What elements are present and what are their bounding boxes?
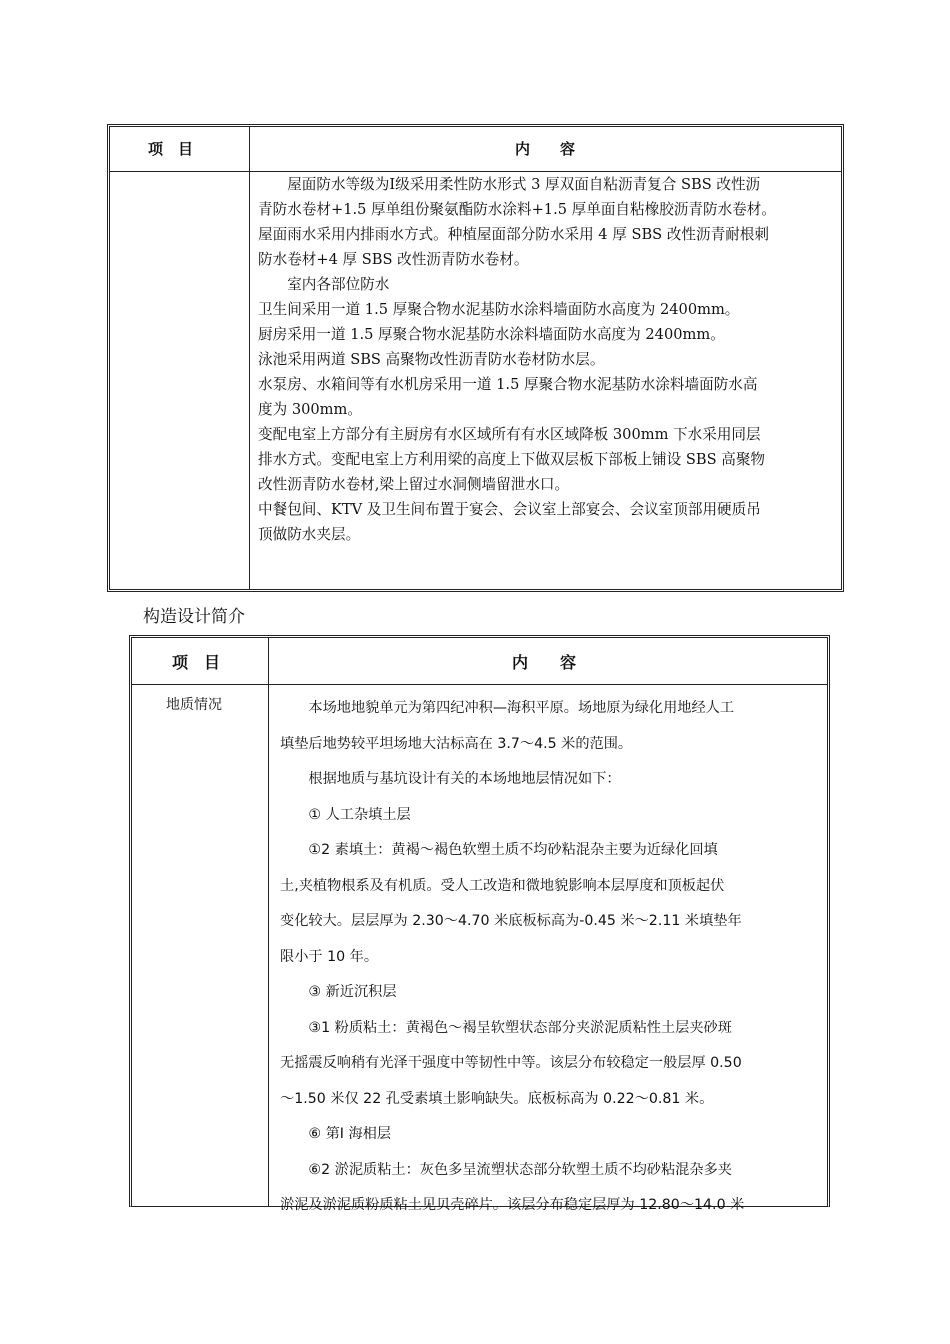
content-line: 顶做防水夹层。 — [258, 526, 361, 543]
waterproofing-table — [107, 124, 844, 592]
row-label-geology: 地质情况 — [166, 697, 222, 713]
header-content: 内 容 — [515, 140, 576, 158]
header-item: 项 目 — [172, 653, 221, 672]
content-line: 限小于 10 年。 — [280, 948, 379, 965]
content-line: 中餐包间、KTV 及卫生间布置于宴会、会议室上部宴会、会议室顶部用硬质吊 — [258, 501, 761, 518]
content-line: ⑥ 第Ⅰ 海相层 — [280, 1126, 392, 1142]
content-line: 变化较大。层层厚为 2.30～4.70 米底板标高为-0.45 米～2.11 米填垫年 — [280, 913, 742, 929]
content-line: 本场地地貌单元为第四纪冲积—海积平原。场地原为绿化用地经人工 — [280, 700, 735, 716]
content-line: 水泵房、水箱间等有水机房采用一道 1.5 厚聚合物水泥基防水涂料墙面防水高 — [258, 376, 758, 393]
content-line: ① 人工杂填土层 — [280, 806, 411, 823]
content-line: 根据地质与基坑设计有关的本场地地层情况如下： — [280, 771, 621, 787]
content-line: ①2 素填土：黄褐～褐色软塑土质不均砂粘混杂主要为近绿化回填 — [280, 842, 718, 858]
content-line: 无摇震反响稍有光泽干强度中等韧性中等。该层分布较稳定一般层厚 0.50 — [280, 1055, 742, 1071]
content-line: 屋面防水等级为Ⅰ级采用柔性防水形式 3 厚双面自粘沥青复合 SBS 改性沥 — [258, 176, 761, 193]
content-line: ～1.50 米仅 22 孔受素填土影响缺失。底板标高为 0.22～0.81 米。 — [280, 1090, 714, 1107]
geology-table — [129, 635, 830, 1213]
header-divider — [132, 684, 827, 685]
content-line: 屋面雨水采用内排雨水方式。种植屋面部分防水采用 4 厚 SBS 改性沥青耐根刺 — [258, 226, 769, 243]
content-line: 淤泥及淤泥质粉质粘土见贝壳碎片。该层分布稳定层厚为 12.80～14.0 米 — [280, 1197, 745, 1213]
content-line: 防水卷材+4 厚 SBS 改性沥青防水卷材。 — [258, 251, 529, 268]
content-line: 卫生间采用一道 1.5 厚聚合物水泥基防水涂料墙面防水高度为 2400mm。 — [258, 301, 740, 318]
content-line: 厨房采用一道 1.5 厚聚合物水泥基防水涂料墙面防水高度为 2400mm。 — [258, 326, 725, 343]
content-line: 室内各部位防水 — [258, 276, 390, 293]
header-content: 内 容 — [512, 653, 577, 672]
content-line: ③1 粉质粘土：黄褐色～褐呈软塑状态部分夹淤泥质粘性土层夹砂斑 — [280, 1019, 732, 1036]
section-title: 构造设计简介 — [143, 607, 245, 627]
content-line: ③ 新近沉积层 — [280, 984, 397, 1000]
header-item: 项 目 — [148, 140, 194, 158]
waterproofing-content — [258, 172, 843, 547]
column-divider — [249, 127, 250, 589]
content-line: 土,夹植物根系及有机质。受人工改造和微地貌影响本层厚度和顶板起伏 — [280, 877, 725, 894]
content-line: 填垫后地势较平坦场地大沽标高在 3.7～4.5 米的范围。 — [280, 735, 633, 752]
content-line: 泳池采用两道 SBS 高聚物改性沥青防水卷材防水层。 — [258, 351, 605, 368]
geology-content — [280, 691, 825, 1224]
content-line: 改性沥青防水卷材,梁上留过水洞侧墙留泄水口。 — [258, 476, 570, 493]
content-line: 变配电室上方部分有主厨房有水区域所有有水区域降板 300mm 下水采用同层 — [258, 426, 761, 443]
content-line: 排水方式。变配电室上方利用梁的高度上下做双层板下部板上铺设 SBS 高聚物 — [258, 451, 766, 468]
column-divider — [268, 638, 269, 1206]
content-line: ⑥2 淤泥质粘土：灰色多呈流塑状态部分软塑土质不均砂粘混杂多夹 — [280, 1161, 732, 1178]
content-line: 度为 300mm。 — [258, 401, 362, 418]
content-line: 青防水卷材+1.5 厚单组份聚氨酯防水涂料+1.5 厚单面自粘橡胶沥青防水卷材。 — [258, 201, 776, 218]
